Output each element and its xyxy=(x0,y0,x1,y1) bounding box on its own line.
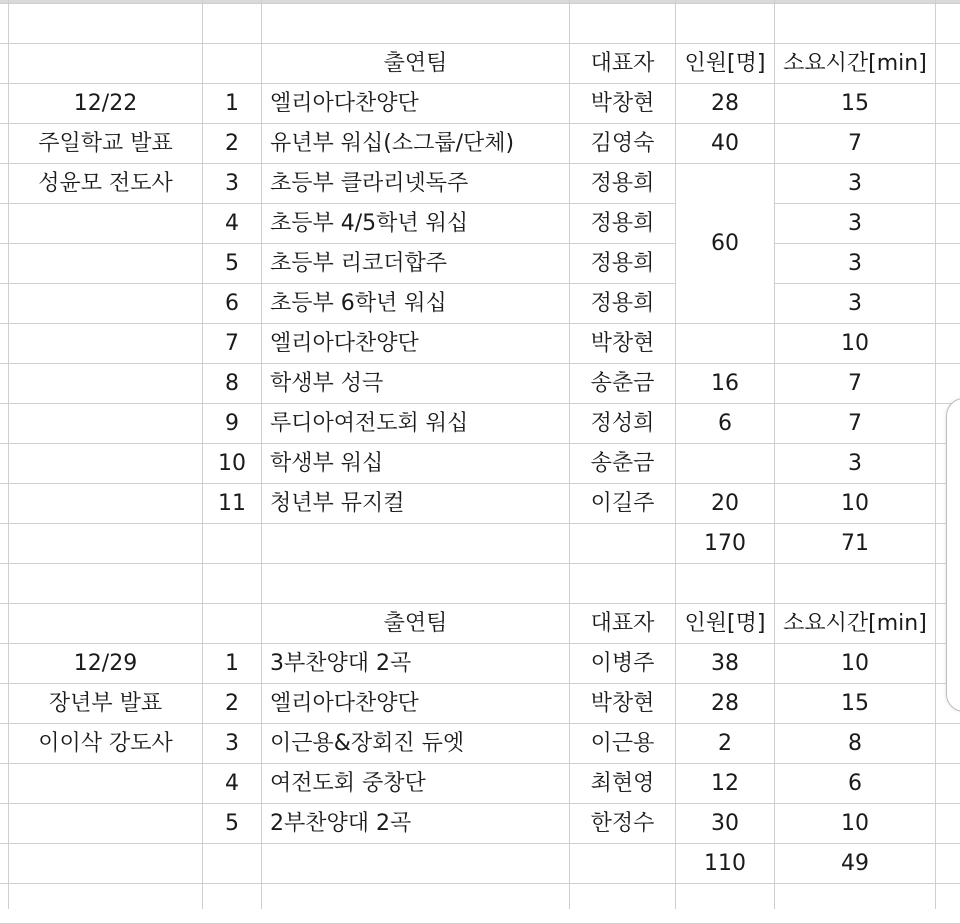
representative-cell[interactable]: 정용희 xyxy=(570,164,675,203)
team-cell[interactable]: 2부찬양대 2곡 xyxy=(262,804,569,843)
representative-cell[interactable]: 이근용 xyxy=(570,724,675,763)
team-cell[interactable]: 청년부 뮤지컬 xyxy=(262,484,569,523)
info-cell[interactable]: 이이삭 강도사 xyxy=(9,724,202,763)
time-cell[interactable]: 10 xyxy=(775,804,935,843)
time-cell[interactable]: 15 xyxy=(775,84,935,123)
header-time[interactable]: 소요시간[min] xyxy=(775,604,935,643)
representative-cell[interactable]: 정성희 xyxy=(570,404,675,443)
team-cell[interactable]: 초등부 리코더합주 xyxy=(262,244,569,283)
row-number-cell[interactable]: 7 xyxy=(203,324,261,363)
total-time-cell[interactable]: 49 xyxy=(775,844,935,883)
header-time[interactable]: 소요시간[min] xyxy=(775,44,935,83)
total-time-cell[interactable]: 71 xyxy=(775,524,935,563)
representative-cell[interactable]: 한정수 xyxy=(570,804,675,843)
row-number-cell[interactable]: 1 xyxy=(203,644,261,683)
count-cell[interactable]: 28 xyxy=(676,84,774,123)
team-cell[interactable]: 엘리아다찬양단 xyxy=(262,324,569,363)
count-cell[interactable]: 16 xyxy=(676,364,774,403)
count-cell[interactable]: 30 xyxy=(676,804,774,843)
team-cell[interactable]: 루디아여전도회 워십 xyxy=(262,404,569,443)
time-cell[interactable]: 7 xyxy=(775,364,935,403)
team-cell[interactable]: 엘리아다찬양단 xyxy=(262,684,569,723)
header-count[interactable]: 인원[명] xyxy=(676,604,774,643)
count-cell[interactable]: 6 xyxy=(676,404,774,443)
time-cell[interactable]: 3 xyxy=(775,244,935,283)
side-panel-handle[interactable] xyxy=(946,398,960,712)
representative-cell[interactable]: 최현영 xyxy=(570,764,675,803)
time-cell[interactable]: 3 xyxy=(775,444,935,483)
row-number-cell[interactable]: 4 xyxy=(203,204,261,243)
team-cell[interactable]: 학생부 워십 xyxy=(262,444,569,483)
time-cell[interactable]: 10 xyxy=(775,484,935,523)
row-number-cell[interactable]: 1 xyxy=(203,84,261,123)
row-number-cell[interactable]: 9 xyxy=(203,404,261,443)
team-cell[interactable]: 초등부 4/5학년 워십 xyxy=(262,204,569,243)
info-cell[interactable]: 12/29 xyxy=(9,644,202,683)
row-gridline xyxy=(0,3,960,4)
info-cell[interactable]: 장년부 발표 xyxy=(9,684,202,723)
time-cell[interactable]: 7 xyxy=(775,124,935,163)
representative-cell[interactable]: 정용희 xyxy=(570,284,675,323)
representative-cell[interactable]: 박창현 xyxy=(570,684,675,723)
row-gridline xyxy=(0,563,960,564)
row-gridline xyxy=(0,883,960,884)
row-number-cell[interactable]: 5 xyxy=(203,244,261,283)
representative-cell[interactable]: 이길주 xyxy=(570,484,675,523)
row-number-cell[interactable]: 4 xyxy=(203,764,261,803)
row-number-cell[interactable]: 8 xyxy=(203,364,261,403)
row-number-cell[interactable]: 3 xyxy=(203,724,261,763)
row-number-cell[interactable]: 10 xyxy=(203,444,261,483)
team-cell[interactable]: 3부찬양대 2곡 xyxy=(262,644,569,683)
column-gridline xyxy=(935,0,936,909)
time-cell[interactable]: 8 xyxy=(775,724,935,763)
info-cell[interactable]: 성윤모 전도사 xyxy=(9,164,202,203)
row-number-cell[interactable]: 2 xyxy=(203,684,261,723)
header-representative[interactable]: 대표자 xyxy=(570,604,675,643)
representative-cell[interactable]: 정용희 xyxy=(570,244,675,283)
header-team[interactable]: 출연팀 xyxy=(262,44,569,83)
representative-cell[interactable]: 이병주 xyxy=(570,644,675,683)
team-cell[interactable]: 초등부 클라리넷독주 xyxy=(262,164,569,203)
time-cell[interactable]: 3 xyxy=(775,204,935,243)
time-cell[interactable]: 3 xyxy=(775,164,935,203)
team-cell[interactable]: 학생부 성극 xyxy=(262,364,569,403)
representative-cell[interactable]: 박창현 xyxy=(570,84,675,123)
count-cell[interactable]: 12 xyxy=(676,764,774,803)
count-cell[interactable]: 28 xyxy=(676,684,774,723)
row-number-cell[interactable]: 11 xyxy=(203,484,261,523)
total-count-cell[interactable]: 170 xyxy=(676,524,774,563)
representative-cell[interactable]: 송춘금 xyxy=(570,364,675,403)
count-cell[interactable]: 2 xyxy=(676,724,774,763)
row-number-cell[interactable]: 6 xyxy=(203,284,261,323)
representative-cell[interactable]: 김영숙 xyxy=(570,124,675,163)
representative-cell[interactable]: 송춘금 xyxy=(570,444,675,483)
header-representative[interactable]: 대표자 xyxy=(570,44,675,83)
header-count[interactable]: 인원[명] xyxy=(676,44,774,83)
team-cell[interactable]: 여전도회 중창단 xyxy=(262,764,569,803)
team-cell[interactable]: 엘리아다찬양단 xyxy=(262,84,569,123)
count-cell[interactable]: 20 xyxy=(676,484,774,523)
row-number-cell[interactable]: 5 xyxy=(203,804,261,843)
total-count-cell[interactable]: 110 xyxy=(676,844,774,883)
time-cell[interactable]: 10 xyxy=(775,644,935,683)
representative-cell[interactable]: 박창현 xyxy=(570,324,675,363)
team-cell[interactable]: 유년부 워십(소그룹/단체) xyxy=(262,124,569,163)
count-cell[interactable]: 38 xyxy=(676,644,774,683)
time-cell[interactable]: 7 xyxy=(775,404,935,443)
count-cell[interactable]: 40 xyxy=(676,124,774,163)
time-cell[interactable]: 10 xyxy=(775,324,935,363)
time-cell[interactable]: 6 xyxy=(775,764,935,803)
representative-cell[interactable]: 정용희 xyxy=(570,204,675,243)
row-number-cell[interactable]: 3 xyxy=(203,164,261,203)
time-cell[interactable]: 15 xyxy=(775,684,935,723)
info-cell[interactable]: 주일학교 발표 xyxy=(9,124,202,163)
header-team[interactable]: 출연팀 xyxy=(262,604,569,643)
info-cell[interactable]: 12/22 xyxy=(9,84,202,123)
row-number-cell[interactable]: 2 xyxy=(203,124,261,163)
team-cell[interactable]: 이근용&장회진 듀엣 xyxy=(262,724,569,763)
team-cell[interactable]: 초등부 6학년 워십 xyxy=(262,284,569,323)
time-cell[interactable]: 3 xyxy=(775,284,935,323)
merged-count-cell[interactable]: 60 xyxy=(676,164,774,323)
